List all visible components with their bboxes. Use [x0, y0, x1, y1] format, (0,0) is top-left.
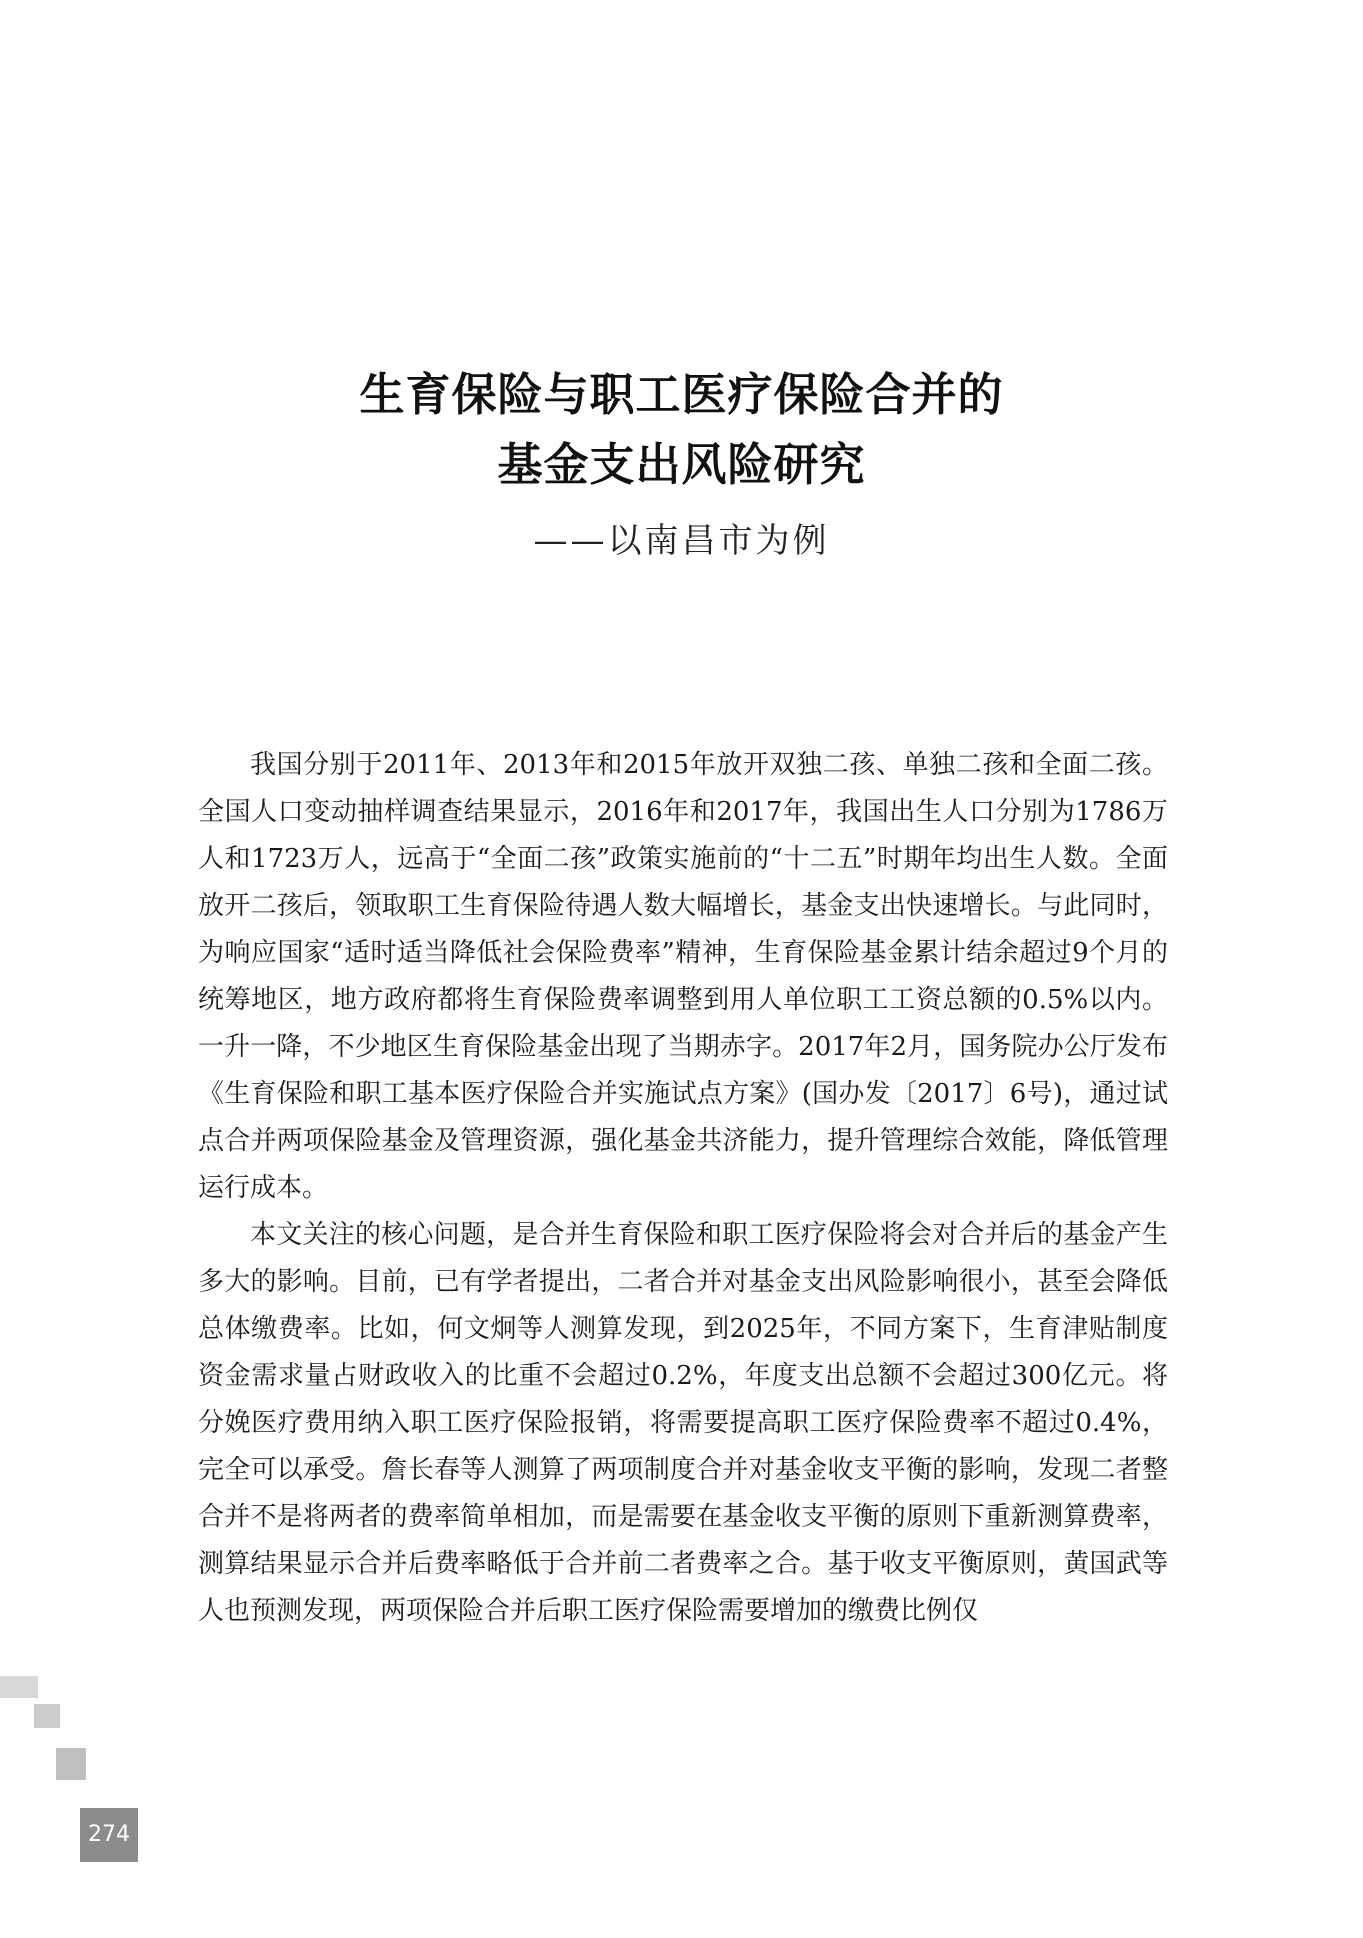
page-number: 274 [80, 1808, 138, 1862]
decorative-block [0, 1676, 38, 1698]
subtitle: ——以南昌市为例 [533, 521, 830, 561]
title-block [0, 360, 1363, 566]
paragraph-2: 本文关注的核心问题，是合并生育保险和职工医疗保险将会对合并后的基金产生多大的影响。目前，已有学者提出，二者合并对基金支出风险影响很小，甚至会降低总体缴费率。比如，何文炯等人测算发现，到2025年，不同方案下，生育津贴制度资金需求量占财政收入的比重不会超过0.2%，年度支出总额不会超过300亿元。将分娩医疗费用纳入职工医疗保险报销，将需要提高职工医疗保险费率不超过0.4%，完全可以承受。詹长春等人测算了两项制度合并对基金收支平衡的影响，发现二者整合并不是将两者的费率简单相加，而是需要在基金收支平衡的原则下重新测算费率，测算结果显示合并后费率略低于合并前二者费率之合。基于收支平衡原则，黄国武等人也预测发现，两项保险合并后职工医疗保险需要增加的缴费比例仅 [198, 1220, 1168, 1626]
decorative-block [34, 1704, 60, 1728]
title-line-1: 生育保险与职工医疗保险合并的 [359, 368, 1004, 421]
decorative-block [56, 1748, 86, 1780]
body-text [198, 742, 1168, 1635]
paragraph-1: 我国分别于2011年、2013年和2015年放开双独二孩、单独二孩和全面二孩。全国人口变动抽样调查结果显示，2016年和2017年，我国出生人口分别为1786万人和1723万人，远高于“全面二孩”政策实施前的“十二五”时期年均出生人数。全面放开二孩后，领取职工生育保险待遇人数大幅增长，基金支出快速增长。与此同时，为响应国家“适时适当降低社会保险费率”精神，生育保险基金累计结余超过9个月的统筹地区，地方政府都将生育保险费率调整到用人单位职工工资总额的0.5%以内。一升一降，不少地区生育保险基金出现了当期赤字。2017年2月，国务院办公厅发布《生育保险和职工基本医疗保险合并实施试点方案》(国办发〔2017〕6号)，通过试点合并两项保险基金及管理资源，强化基金共济能力，提升管理综合效能，降低管理运行成本。 [198, 750, 1168, 1203]
title-line-2: 基金支出风险研究 [497, 438, 866, 491]
